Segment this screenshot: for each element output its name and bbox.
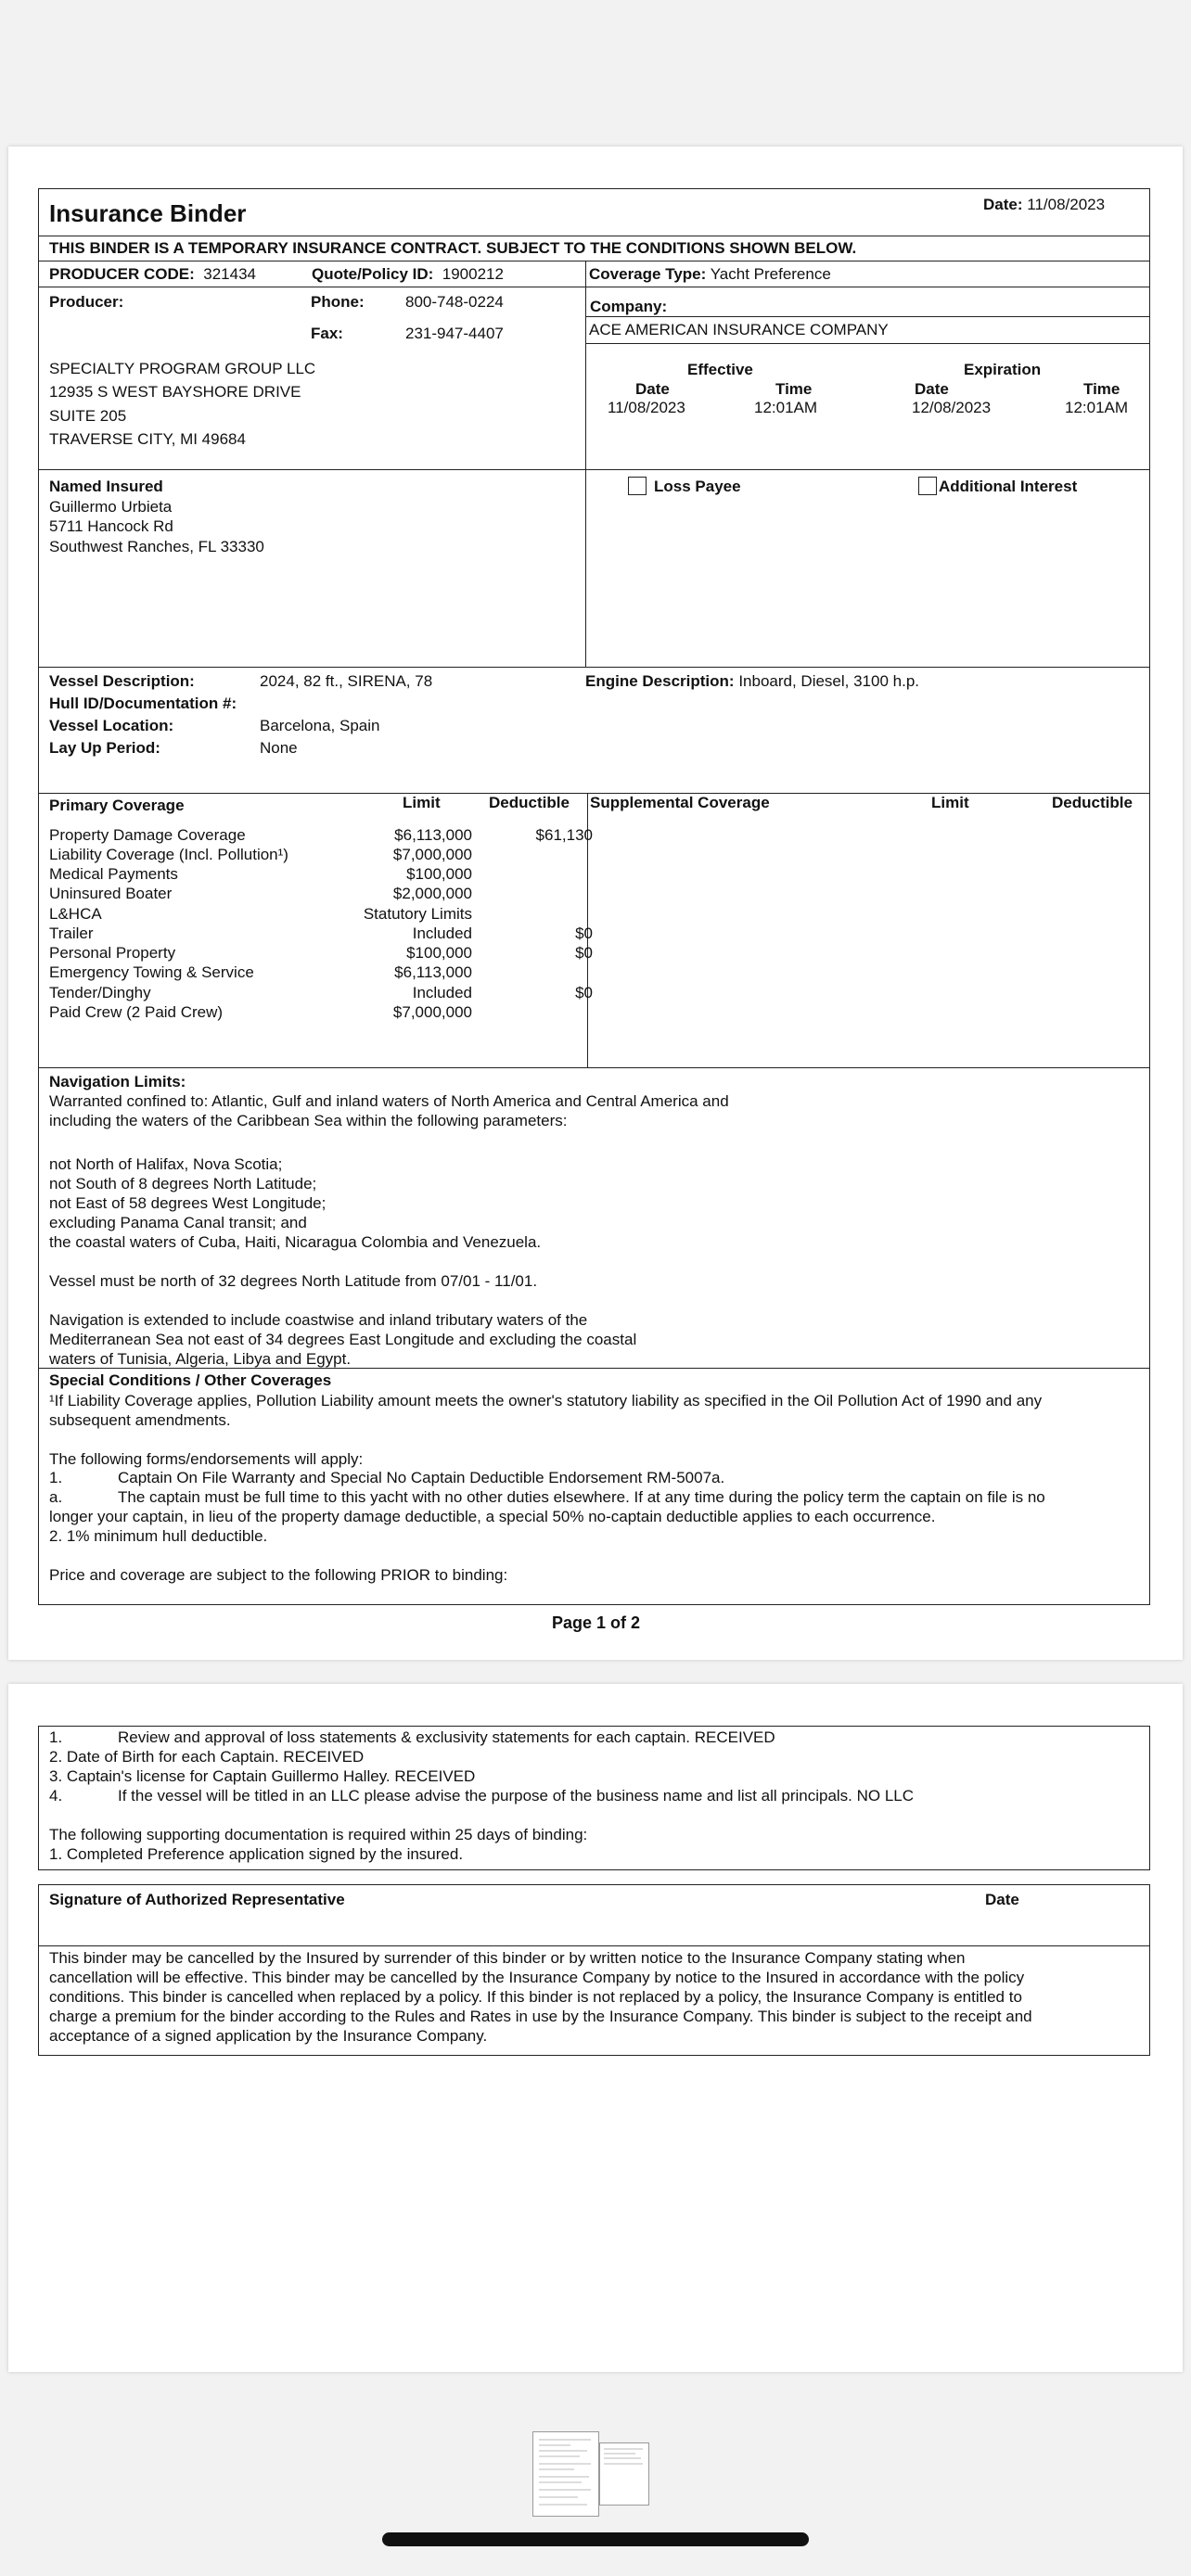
expiration-label: Expiration bbox=[964, 361, 1042, 378]
supplemental-coverage-header: Supplemental Coverage bbox=[590, 794, 770, 811]
form-item: Captain On File Warranty and Special No Captain Deductible Endorsement RM-5007a. bbox=[118, 1469, 725, 1486]
form-item: The captain must be full time to this yacht with no other duties elsewhere. If at any time during the policy term the captain on file is no bbox=[118, 1488, 1045, 1506]
coverage-limit: $6,113,000 bbox=[394, 826, 472, 844]
coverage-name: Medical Payments bbox=[49, 865, 178, 883]
coverage-limit: $100,000 bbox=[406, 944, 472, 962]
layup-label: Lay Up Period: bbox=[49, 739, 160, 757]
fax-value: 231-947-4407 bbox=[405, 325, 504, 342]
supplemental-deductible-header: Deductible bbox=[1052, 794, 1133, 811]
condition-item: Review and approval of loss statements & exclusivity statements for each captain. RECEIVED bbox=[118, 1728, 775, 1746]
named-insured-line: 5711 Hancock Rd bbox=[49, 517, 173, 535]
page-thumbnails bbox=[531, 2429, 651, 2518]
coverage-limit: $7,000,000 bbox=[392, 846, 472, 863]
coverage-limit: Statutory Limits bbox=[363, 905, 472, 923]
engine-description bbox=[585, 671, 919, 691]
document-title: Insurance Binder bbox=[49, 199, 247, 227]
expiration-date: 12/08/2023 bbox=[912, 399, 992, 416]
condition-number: 1. bbox=[49, 1728, 63, 1746]
navigation-text: Navigation is extended to include coastwise and inland tributary waters of the bbox=[49, 1311, 588, 1329]
named-insured-label: Named Insured bbox=[49, 478, 163, 495]
coverage-name: Tender/Dinghy bbox=[49, 984, 151, 1001]
checkbox-icon bbox=[918, 477, 937, 495]
navigation-text: Warranted confined to: Atlantic, Gulf and inland waters of North America and Central America and bbox=[49, 1092, 729, 1110]
coverage-type-value: Yacht Preference bbox=[710, 265, 831, 283]
vessel-description-label: Vessel Description: bbox=[49, 672, 195, 690]
loss-payee-checkbox[interactable] bbox=[628, 477, 741, 496]
coverage-name: L&HCA bbox=[49, 905, 102, 923]
phone-value: 800-748-0224 bbox=[405, 293, 504, 311]
company-label: Company: bbox=[590, 298, 668, 315]
named-insured-line: Southwest Ranches, FL 33330 bbox=[49, 538, 264, 555]
coverage-deductible: $0 bbox=[575, 944, 593, 962]
divider bbox=[585, 343, 1150, 344]
checkbox-icon bbox=[628, 477, 647, 495]
effective-time-header: Time bbox=[775, 380, 813, 398]
signature-label: Signature of Authorized Representative bbox=[49, 1891, 345, 1908]
special-conditions-text: subsequent amendments. bbox=[49, 1411, 231, 1429]
coverage-limit: Included bbox=[412, 984, 472, 1001]
condition-item: 2. Date of Birth for each Captain. RECEIVED bbox=[49, 1748, 365, 1766]
quote-value: 1900212 bbox=[442, 265, 504, 283]
coverage-deductible: $61,130 bbox=[535, 826, 593, 844]
cancellation-text: This binder may be cancelled by the Insured by surrender of this binder or by written notice to the Insurance Company stating when bbox=[49, 1949, 966, 1967]
coverage-name: Liability Coverage (Incl. Pollution¹) bbox=[49, 846, 288, 863]
coverage-deductible: $0 bbox=[575, 925, 593, 942]
forms-intro: The following forms/endorsements will apply: bbox=[49, 1450, 364, 1468]
prior-to-binding: Price and coverage are subject to the following PRIOR to binding: bbox=[49, 1566, 508, 1584]
navigation-text: not East of 58 degrees West Longitude; bbox=[49, 1194, 327, 1212]
divider bbox=[38, 1945, 1150, 1946]
cancellation-text: conditions. This binder is cancelled when replaced by a policy. If this binder is not replaced by a policy, the Insurance Company is entitled to bbox=[49, 1988, 1022, 2006]
condition-item: 3. Captain's license for Captain Guillermo Halley. RECEIVED bbox=[49, 1767, 476, 1785]
named-insured-line: Guillermo Urbieta bbox=[49, 498, 173, 516]
coverage-name: Paid Crew (2 Paid Crew) bbox=[49, 1003, 224, 1021]
divider bbox=[38, 1067, 1150, 1068]
phone-label: Phone: bbox=[311, 293, 365, 311]
navigation-text: the coastal waters of Cuba, Haiti, Nicaragua Colombia and Venezuela. bbox=[49, 1233, 542, 1251]
supplemental-limit-header: Limit bbox=[931, 794, 969, 811]
form-item: 2. 1% minimum hull deductible. bbox=[49, 1527, 268, 1545]
navigation-text: including the waters of the Caribbean Sea within the following parameters: bbox=[49, 1112, 568, 1129]
page-thumbnail-icon bbox=[600, 2443, 648, 2505]
divider bbox=[38, 1368, 1150, 1369]
producer-code-value: 321434 bbox=[203, 265, 256, 283]
vessel-location-value: Barcelona, Spain bbox=[260, 717, 380, 734]
page-number: Page 1 of 2 bbox=[552, 1613, 641, 1632]
coverage-name: Trailer bbox=[49, 925, 94, 942]
hull-id-label: Hull ID/Documentation #: bbox=[49, 695, 237, 712]
document-page-2 bbox=[8, 1684, 1183, 2372]
coverage-name: Property Damage Coverage bbox=[49, 826, 246, 844]
coverage-name: Personal Property bbox=[49, 944, 176, 962]
special-conditions-label: Special Conditions / Other Coverages bbox=[49, 1371, 332, 1389]
producer-code-label: PRODUCER CODE: bbox=[49, 265, 195, 283]
form-item: longer your captain, in lieu of the property damage deductible, a special 50% no-captain deductible applies to each occurrence. bbox=[49, 1508, 936, 1525]
additional-interest-label: Additional Interest bbox=[939, 478, 1078, 495]
coverage-limit: $6,113,000 bbox=[394, 963, 472, 981]
quote-policy-id bbox=[312, 264, 504, 284]
expiration-date-header: Date bbox=[915, 380, 949, 398]
supporting-docs-item: 1. Completed Preference application signed by the insured. bbox=[49, 1845, 464, 1863]
divider bbox=[38, 469, 1150, 470]
home-indicator[interactable] bbox=[382, 2532, 809, 2546]
date-value: 11/08/2023 bbox=[1027, 196, 1106, 213]
navigation-text: not South of 8 degrees North Latitude; bbox=[49, 1175, 317, 1192]
expiration-time-header: Time bbox=[1083, 380, 1121, 398]
layup-value: None bbox=[260, 739, 298, 757]
expiration-time: 12:01AM bbox=[1065, 399, 1129, 416]
coverage-deductible: $0 bbox=[575, 984, 593, 1001]
quote-label: Quote/Policy ID: bbox=[312, 265, 434, 283]
divider-vertical bbox=[585, 469, 586, 667]
cancellation-text: charge a premium for the binder according to the Rules and Rates in use by the Insurance Company. This binder is subject to the receipt and bbox=[49, 2008, 1032, 2025]
additional-interest-checkbox[interactable] bbox=[918, 477, 1077, 496]
form-number: a. bbox=[49, 1488, 63, 1506]
coverage-type bbox=[589, 264, 831, 284]
navigation-text: Mediterranean Sea not east of 34 degrees East Longitude and excluding the coastal bbox=[49, 1331, 637, 1348]
coverage-type-label: Coverage Type: bbox=[589, 265, 707, 283]
engine-description-value: Inboard, Diesel, 3100 h.p. bbox=[738, 672, 919, 690]
page-thumbnail-icon bbox=[533, 2432, 598, 2516]
coverage-name: Uninsured Boater bbox=[49, 885, 173, 902]
divider bbox=[38, 667, 1150, 668]
special-conditions-text: ¹If Liability Coverage applies, Pollution Liability amount meets the owner's statutory liability as specified in the Oil Pollution Act of 1990 and any bbox=[49, 1392, 1043, 1409]
producer-address-line: TRAVERSE CITY, MI 49684 bbox=[49, 430, 246, 448]
cancellation-text: cancellation will be effective. This binder may be cancelled by the Insurance Company by notice to the Insured in accordance with the policy bbox=[49, 1969, 1025, 1986]
producer-code bbox=[49, 264, 256, 284]
binder-date bbox=[983, 195, 1105, 214]
date-label: Date: bbox=[983, 196, 1023, 213]
condition-item: If the vessel will be titled in an LLC please advise the purpose of the business name and list all principals. NO LLC bbox=[118, 1787, 915, 1804]
fax-label: Fax: bbox=[311, 325, 343, 342]
supporting-docs-intro: The following supporting documentation is required within 25 days of binding: bbox=[49, 1826, 588, 1843]
deductible-header: Deductible bbox=[489, 794, 570, 811]
binder-notice: THIS BINDER IS A TEMPORARY INSURANCE CONTRACT. SUBJECT TO THE CONDITIONS SHOWN BELOW. bbox=[49, 239, 857, 257]
signature-date-label: Date bbox=[985, 1891, 1019, 1908]
navigation-limits-label: Navigation Limits: bbox=[49, 1073, 186, 1090]
document-page-1 bbox=[8, 147, 1183, 1660]
producer-address-line: SPECIALTY PROGRAM GROUP LLC bbox=[49, 360, 316, 377]
vessel-description-value: 2024, 82 ft., SIRENA, 78 bbox=[260, 672, 433, 690]
limit-header: Limit bbox=[403, 794, 441, 811]
navigation-text: not North of Halifax, Nova Scotia; bbox=[49, 1155, 283, 1173]
producer-address-line: 12935 S WEST BAYSHORE DRIVE bbox=[49, 383, 301, 401]
coverage-limit: $2,000,000 bbox=[392, 885, 472, 902]
page-1-thumbnail[interactable] bbox=[532, 2431, 599, 2517]
coverage-limit: $100,000 bbox=[406, 865, 472, 883]
producer-label: Producer: bbox=[49, 293, 124, 311]
page-2-thumbnail[interactable] bbox=[599, 2442, 649, 2506]
primary-coverage-header: Primary Coverage bbox=[49, 797, 185, 814]
divider bbox=[585, 316, 1150, 317]
coverage-limit: $7,000,000 bbox=[392, 1003, 472, 1021]
coverage-name: Emergency Towing & Service bbox=[49, 963, 254, 981]
effective-label: Effective bbox=[687, 361, 753, 378]
navigation-text: Vessel must be north of 32 degrees North Latitude from 07/01 - 11/01. bbox=[49, 1272, 538, 1290]
form-number: 1. bbox=[49, 1469, 63, 1486]
engine-description-label: Engine Description: bbox=[585, 672, 735, 690]
effective-time: 12:01AM bbox=[754, 399, 818, 416]
producer-address-line: SUITE 205 bbox=[49, 407, 127, 425]
navigation-text: waters of Tunisia, Algeria, Libya and Egypt. bbox=[49, 1350, 352, 1368]
vessel-location-label: Vessel Location: bbox=[49, 717, 174, 734]
cancellation-text: acceptance of a signed application by the Insurance Company. bbox=[49, 2027, 488, 2045]
condition-number: 4. bbox=[49, 1787, 63, 1804]
company-name: ACE AMERICAN INSURANCE COMPANY bbox=[589, 321, 889, 338]
effective-date-header: Date bbox=[635, 380, 670, 398]
loss-payee-label: Loss Payee bbox=[654, 478, 741, 495]
coverage-limit: Included bbox=[412, 925, 472, 942]
navigation-text: excluding Panama Canal transit; and bbox=[49, 1214, 307, 1231]
effective-date: 11/08/2023 bbox=[608, 399, 685, 416]
